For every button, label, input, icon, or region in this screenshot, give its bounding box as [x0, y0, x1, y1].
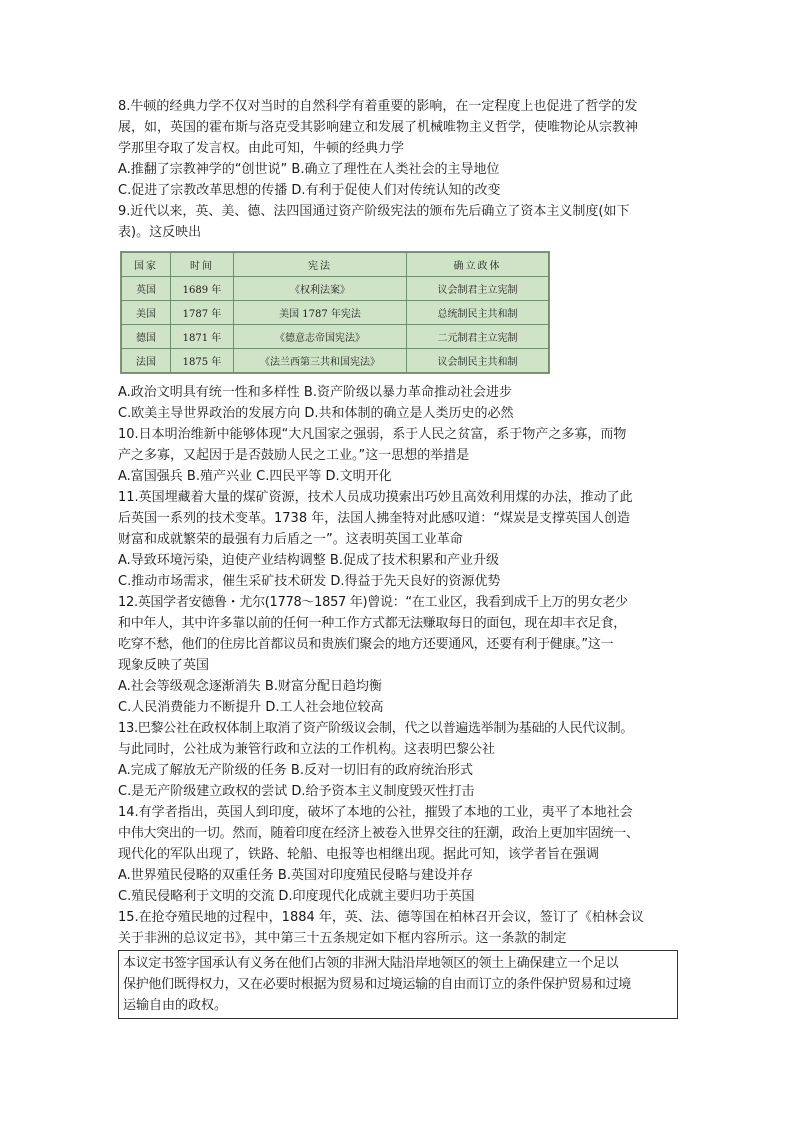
question-11: [118, 487, 684, 592]
table-header-cell: 国家: [122, 253, 171, 277]
table-cell: 1871 年: [171, 325, 234, 349]
question-8-stem-line: 学那里夺取了发言权。由此可知，牛顿的经典力学: [118, 141, 405, 156]
table-cell: 1787 年: [171, 301, 234, 325]
question-8-stem-line: 展，如，英国的霍布斯与洛克受其影响建立和发展了机械唯物主义哲学，使唯物论从宗教神: [118, 120, 639, 135]
table-cell: 法国: [122, 349, 171, 373]
table-cell: 《法兰西第三共和国宪法》: [234, 349, 407, 373]
quote-line: 本议定书签字国承认有义务在他们占领的非洲大陆沿岸地领区的领土上确保建立一个足以: [123, 956, 619, 971]
question-9-stem-line: 9.近代以来，英、美、德、法四国通过资产阶级宪法的颁布先后确立了资本主义制度(如下: [118, 204, 630, 219]
table-row: [122, 277, 549, 301]
question-8: [118, 96, 684, 201]
question-12-options-cd: C.人民消费能力不断提升 D.工人社会地位较高: [118, 700, 384, 715]
question-10-stem-line: 产之多寡，又起因于是否鼓励人民之工业。”这一思想的举措是: [118, 448, 470, 463]
question-12-stem-line: 现象反映了英国: [118, 658, 210, 673]
question-13-stem-line: 与此同时，公社成为兼管行政和立法的工作机构。这表明巴黎公社: [118, 742, 496, 757]
table-row: [122, 325, 549, 349]
table-cell: 1875 年: [171, 349, 234, 373]
table-header-cell: 时间: [171, 253, 234, 277]
question-12-options-ab: A.社会等级观念逐渐消失 B.财富分配日趋均衡: [118, 679, 382, 694]
quote-line: 运输自由的政权。: [123, 998, 228, 1013]
table-cell: 德国: [122, 325, 171, 349]
table-cell: 美国: [122, 301, 171, 325]
question-8-stem-line: 8.牛顿的经典力学不仅对当时的自然科学有着重要的影响，在一定程度上也促进了哲学的发: [118, 99, 638, 114]
question-11-options-ab: A.导致环境污染，迫使产业结构调整 B.促成了技术积累和产业升级: [118, 553, 499, 568]
table-cell: 二元制君主立宪制: [407, 325, 549, 349]
question-14-stem-line: 14.有学者指出，英国人到印度，破坏了本地的公社，摧毁了本地的工业，夷平了本地社会: [118, 805, 633, 820]
table-row: [122, 301, 549, 325]
question-14-options-ab: A.世界殖民侵略的双重任务 B.英国对印度殖民侵略与建设并存: [118, 868, 473, 883]
table-header-cell: 确立政体: [407, 253, 549, 277]
table-cell: 《权利法案》: [234, 277, 407, 301]
question-13: [118, 718, 684, 802]
question-11-stem-line: 后英国一系列的技术变革。1738 年，法国人拂奎特对此感叹道：“煤炭是支撑英国人创造: [118, 511, 630, 526]
question-10-stem-line: 10.日本明治维新中能够体现“大凡国家之强弱，系于人民之贫富，系于物产之多寡，而物: [118, 427, 627, 442]
table-cell: 议会制君主立宪制: [407, 277, 549, 301]
question-14-stem-line: 中伟大突出的一切。然而，随着印度在经济上被卷入世界交往的狂潮，政治上更加牢固统一、: [118, 826, 639, 841]
question-15-stem-line: 15.在抢夺殖民地的过程中，1884 年，英、法、德等国在柏林召开会议，签订了《柏林会议: [118, 910, 644, 925]
question-13-stem-line: 13.巴黎公社在政权体制上取消了资产阶级议会制，代之以普遍选举制为基础的人民代议制。: [118, 721, 634, 736]
question-9-options-cd: C.欧美主导世界政治的发展方向 D.共和体制的确立是人类历史的必然: [118, 406, 514, 421]
quote-line: 保护他们既得权力，又在必要时根据为贸易和过境运输的自由而订立的条件保护贸易和过境: [123, 977, 632, 992]
question-13-options-cd: C.是无产阶级建立政权的尝试 D.给予资本主义制度毁灭性打击: [118, 784, 475, 799]
question-13-options-ab: A.完成了解放无产阶级的任务 B.反对一切旧有的政府统治形式: [118, 763, 473, 778]
table-cell: 1689 年: [171, 277, 234, 301]
question-8-options-ab: A.推翻了宗教神学的“创世说” B.确立了理性在人类社会的主导地位: [118, 162, 500, 177]
table-header-row: [122, 253, 549, 277]
table-header-cell: 宪法: [234, 253, 407, 277]
table-cell: 《德意志帝国宪法》: [234, 325, 407, 349]
question-11-stem-line: 11.英国埋藏着大量的煤矿资源，技术人员成功摸索出巧妙且高效利用煤的办法，推动了此: [118, 490, 633, 505]
question-10-options: A.富国强兵 B.殖产兴业 C.四民平等 D.文明开化: [118, 469, 392, 484]
question-12: [118, 592, 684, 718]
table-cell: 美国 1787 年宪法: [234, 301, 407, 325]
question-12-stem-line: 吃穿不愁，他们的住房比首都议员和贵族们聚会的地方还要通风，还要有利于健康。”这一: [118, 637, 614, 652]
question-8-options-cd: C.促进了宗教改革思想的传播 D.有利于促使人们对传统认知的改变: [118, 183, 501, 198]
question-15-stem-line: 关于非洲的总议定书》，其中第三十五条规定如下框内容所示。这一条款的制定: [118, 931, 567, 946]
question-14-stem-line: 现代化的军队出现了，铁路、轮船、电报等也相继出现。据此可知，该学者旨在强调: [118, 847, 600, 862]
question-15: [118, 907, 684, 1019]
question-11-stem-line: 财富和成就繁荣的最强有力后盾之一”。这表明英国工业革命: [118, 532, 463, 547]
question-11-options-cd: C.推动市场需求，催生采矿技术研发 D.得益于先天良好的资源优势: [118, 574, 501, 589]
table-cell: 英国: [122, 277, 171, 301]
table-cell: 议会制民主共和制: [407, 349, 549, 373]
question-12-stem-line: 和中年人，其中许多靠以前的任何一种工作方式都无法赚取每日的面包，现在却丰衣足食，: [118, 616, 627, 631]
question-14-options-cd: C.殖民侵略利于文明的交流 D.印度现代化成就主要归功于英国: [118, 889, 475, 904]
constitution-table: [120, 251, 550, 374]
table-row: [122, 349, 549, 373]
exam-page: [118, 96, 684, 1019]
question-14: [118, 802, 684, 907]
question-9-stem-line: 表)。这反映出: [118, 225, 202, 240]
table-cell: 总统制民主共和制: [407, 301, 549, 325]
treaty-quote-box: [118, 950, 678, 1019]
question-12-stem-line: 12.英国学者安德鲁・尤尔(1778～1857 年)曾说：“在工业区，我看到成千上万的男女老少: [118, 595, 628, 610]
question-10: [118, 424, 684, 487]
question-9: [118, 201, 684, 424]
question-9-options-ab: A.政治文明具有统一性和多样性 B.资产阶级以暴力革命推动社会进步: [118, 385, 512, 400]
